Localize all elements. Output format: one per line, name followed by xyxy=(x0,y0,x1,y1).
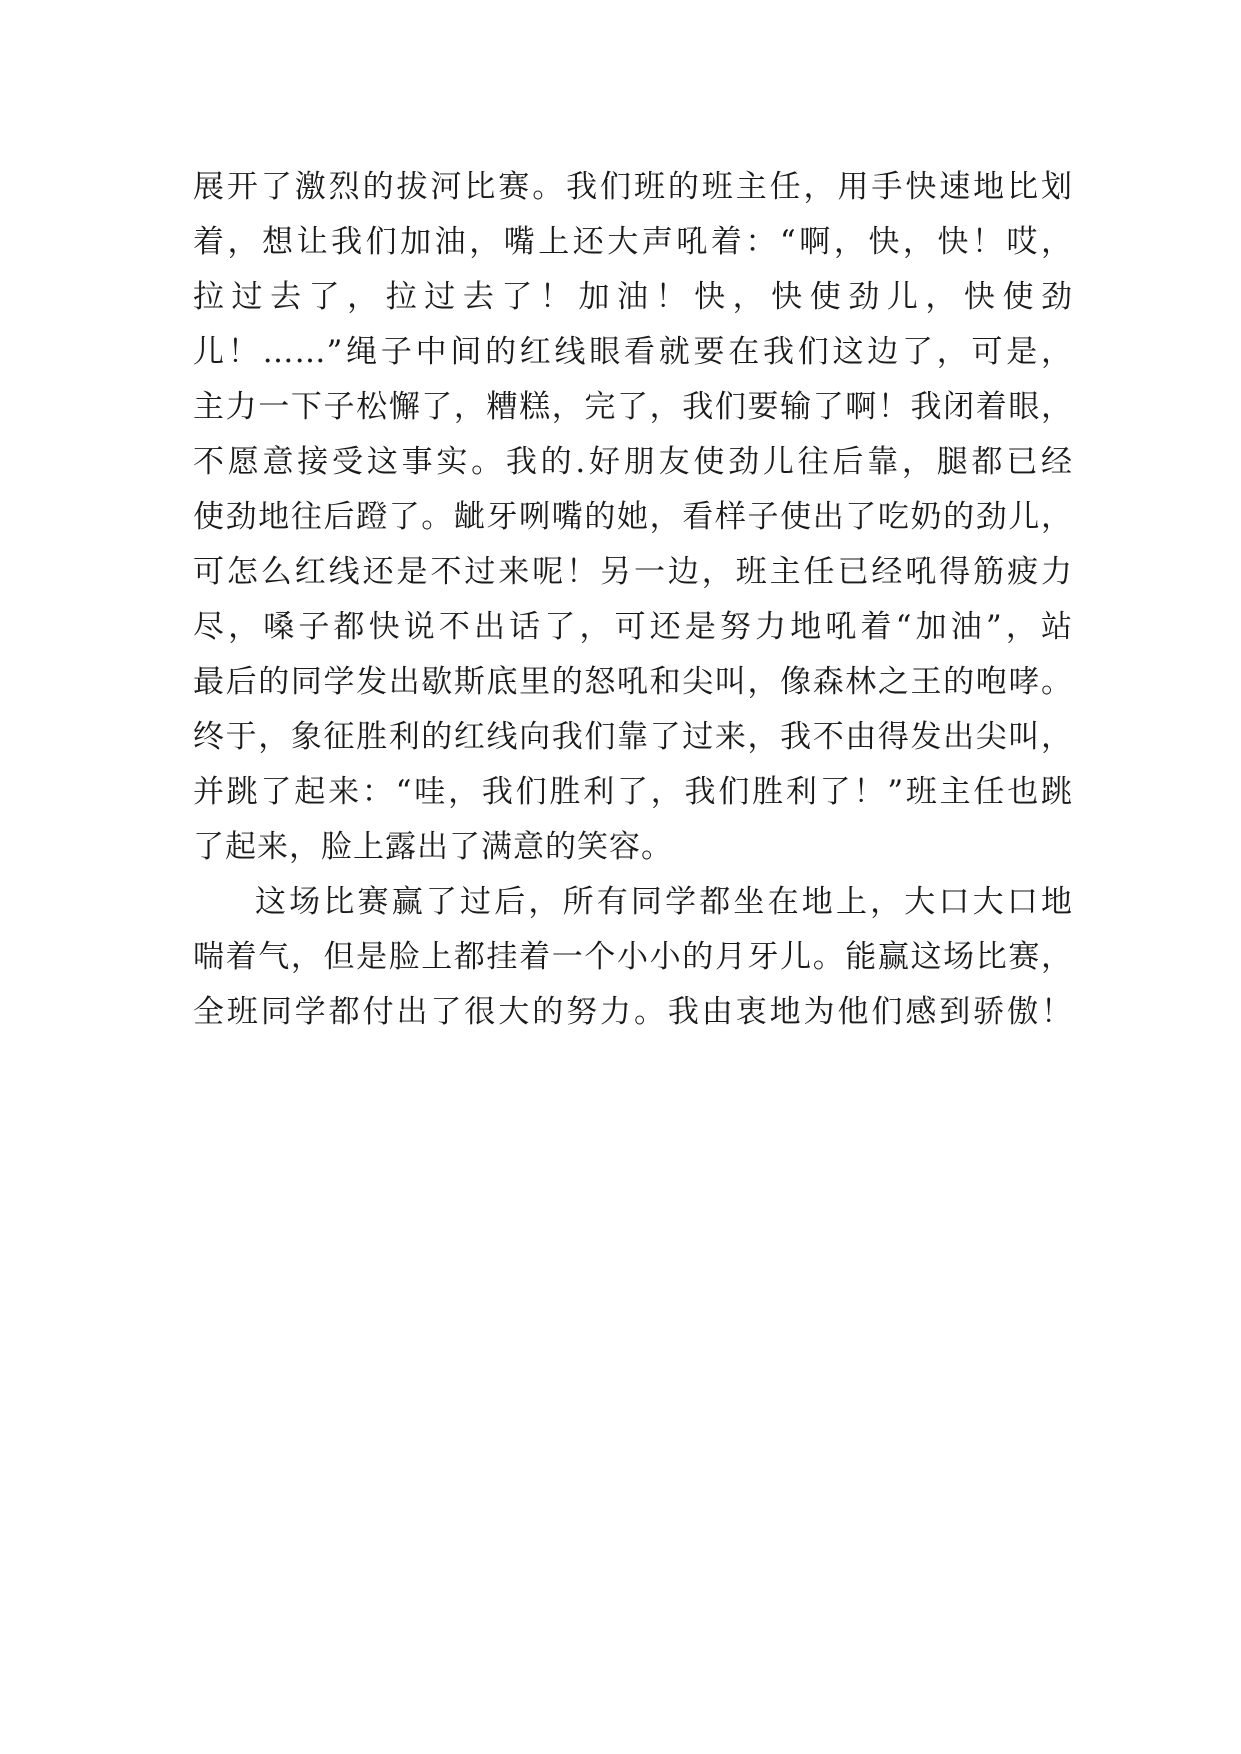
text-line: 主力一下子松懈了，糟糕，完了，我们要输了啊！我闭着眼， xyxy=(193,389,1073,425)
paragraph-end-line: 了起来，脸上露出了满意的笑容。 xyxy=(193,829,673,865)
text-line: 不愿意接受这事实。我的.好朋友使劲儿往后靠，腿都已经 xyxy=(193,444,1073,480)
text-line: 拉过去了，拉过去了！加油！快，快使劲儿，快使劲 xyxy=(193,279,1073,315)
paragraph-first-line: 这场比赛赢了过后，所有同学都坐在地上，大口大口地 xyxy=(255,884,1073,920)
paragraph-end-line: 全班同学都付出了很大的努力。我由衷地为他们感到骄傲！ xyxy=(193,994,1073,1030)
text-line: 喘着气，但是脸上都挂着一个小小的月牙儿。能赢这场比赛， xyxy=(193,939,1073,975)
text-line: 最后的同学发出歇斯底里的怒吼和尖叫，像森林之王的咆哮。 xyxy=(193,664,1073,700)
text-line: 展开了激烈的拔河比赛。我们班的班主任，用手快速地比划 xyxy=(193,169,1073,205)
text-line: 着，想让我们加油，嘴上还大声吼着：“啊，快，快！哎， xyxy=(193,224,1073,260)
text-line: 可怎么红线还是不过来呢！另一边，班主任已经吼得筋疲力 xyxy=(193,554,1073,590)
text-line: 尽，嗓子都快说不出话了，可还是努力地吼着“加油”，站 xyxy=(193,609,1073,645)
text-line: 终于，象征胜利的红线向我们靠了过来，我不由得发出尖叫， xyxy=(193,719,1073,755)
text-line: 儿！……”绳子中间的红线眼看就要在我们这边了，可是， xyxy=(193,334,1073,370)
text-line: 使劲地往后蹬了。龇牙咧嘴的她，看样子使出了吃奶的劲儿， xyxy=(193,499,1073,535)
text-line: 并跳了起来：“哇，我们胜利了，我们胜利了！”班主任也跳 xyxy=(193,774,1073,810)
body-text xyxy=(193,160,1073,1040)
